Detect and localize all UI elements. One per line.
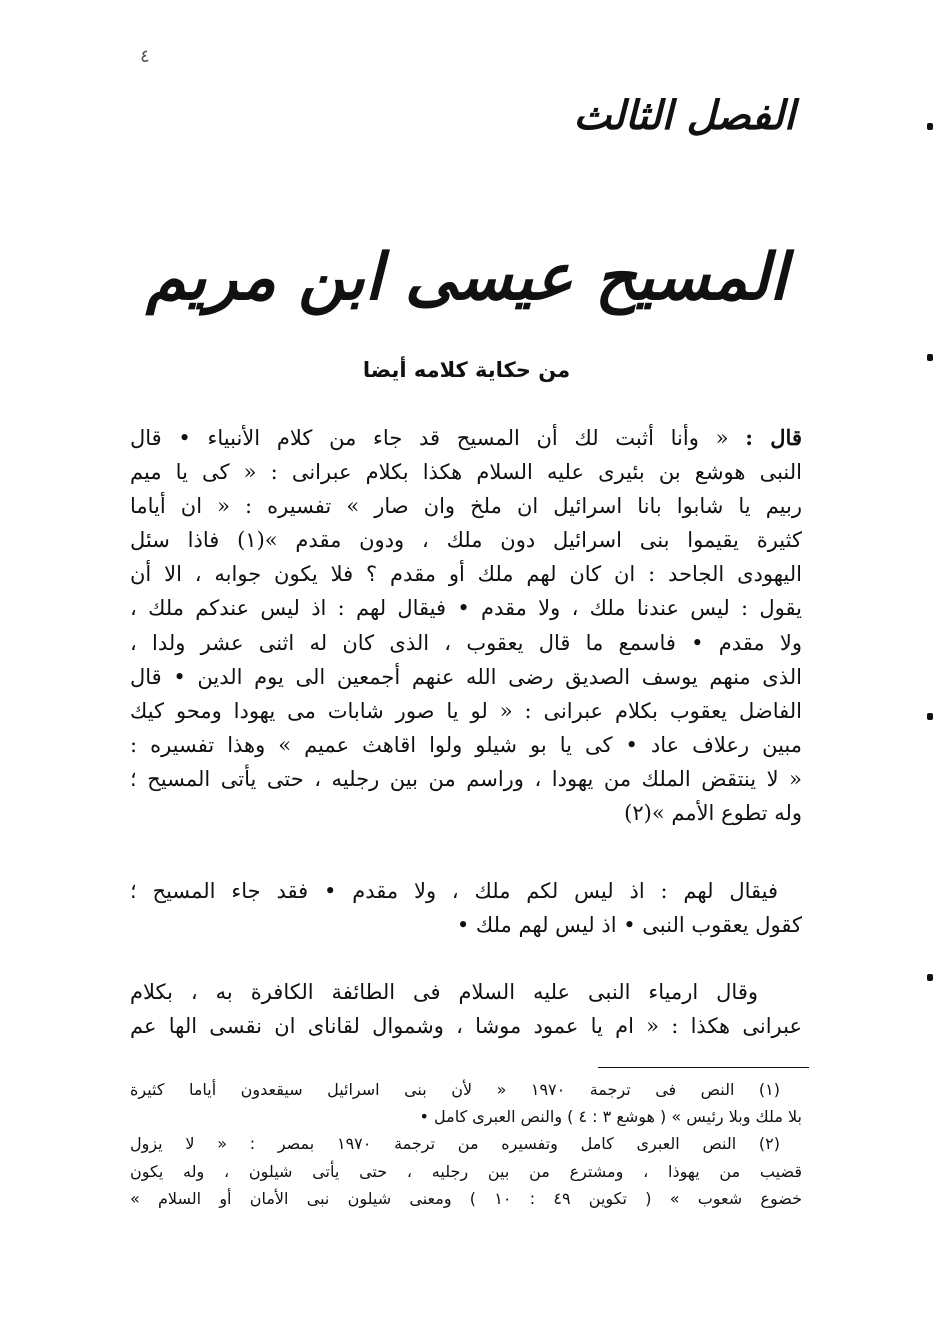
text-line: عبرانى هكذا : « ام يا عمود موشا ، وشموال لقاناى ان نقسى الها عم [130,1014,802,1039]
paragraph-2 [130,874,802,942]
text-line: مبين رعلاف عاد • كى يا بو شيلو ولوا اقاهث عميم » وهذا تفسيره : [130,732,802,757]
text-line: ولا مقدم • فاسمع ما قال يعقوب ، الذى كان له اثنى عشر ولدا ، [130,630,802,655]
text-line: وله تطوع الأمم »(٢) [624,801,802,826]
text-line: الفاضل يعقوب بكلام عبرانى : « لو يا صور شابات مى يهودا ومحو كيك [130,698,802,723]
chapter-heading: الفصل الثالث [573,92,795,139]
paragraph-3 [130,975,802,1043]
scan-edge-mark [927,974,933,981]
footnote-line: خضوع شعوب » ( تكوين ٤٩ : ١٠ ) ومعنى شيلون نبى الأمان أو السلام » [130,1188,802,1208]
footnote-line: قضيب من يهوذا ، ومشترع من بين رجليه ، حتى يأتى شيلون ، وله يكون [130,1161,802,1181]
text-line: كثيرة يقيموا بنى اسرائيل دون ملك ، ودون مقدم »(١) فاذا سئل [130,528,802,553]
footnote-line: بلا ملك وبلا رئيس » ( هوشع ٣ : ٤ ) والنص العبرى كامل • [419,1107,802,1127]
text-line: النبى هوشع بن بئيرى عليه السلام هكذا بكلام عبرانى : « كى يا ميم [130,460,802,485]
text-line: الذى منهم يوسف الصديق رضى الله عنهم أجمعين الى يوم الدين • قال [130,664,802,689]
text-line: كقول يعقوب النبى • اذ ليس لهم ملك • [456,913,802,938]
page-corner-mark: ٤ [140,46,150,67]
paragraph-1 [130,421,802,830]
footnote-line: (٢) النص العبرى كامل وتفسيره من ترجمة ١٩٧٠ بمصر : « لا يزول [130,1134,781,1154]
text-line-content: « وأنا أثبت لك أن المسيح قد جاء من كلام الأنبياء • قال [130,426,729,450]
page-title: المسيح عيسى ابن مريم [145,240,788,315]
scan-edge-mark [927,123,933,130]
text-line [130,421,802,455]
footnote-divider [598,1067,809,1068]
text-line: يقول : ليس عندنا ملك ، ولا مقدم • فيقال لهم : اذ ليس عندكم ملك ، [130,596,802,621]
page-subtitle: من حكاية كلامه أيضا [362,358,571,382]
text-line: ربيم يا شابوا بانا اسرائيل ان ملخ وان صار » تفسيره : « ان أياما [130,494,802,519]
speaker-label: قال : [745,425,802,450]
text-line: « لا ينتقض الملك من يهودا ، وراسم من بين رجليه ، حتى يأتى المسيح ؛ [130,766,802,791]
text-line: وقال ارمياء النبى عليه السلام فى الطائفة الكافرة به ، بكلام [130,980,758,1004]
footnote-line: (١) النص فى ترجمة ١٩٧٠ « لأن بنى اسرائيل سيقعدون أياما كثيرة [130,1080,781,1099]
scan-edge-mark [927,713,933,720]
footnotes [130,1076,802,1212]
text-line: اليهودى الجاحد : ان كان لهم ملك أو مقدم ؟ فلا يكون جوابه ، الا أن [130,562,802,587]
text-line: فيقال لهم : اذ ليس لكم ملك ، ولا مقدم • فقد جاء المسيح ؛ [130,879,778,903]
